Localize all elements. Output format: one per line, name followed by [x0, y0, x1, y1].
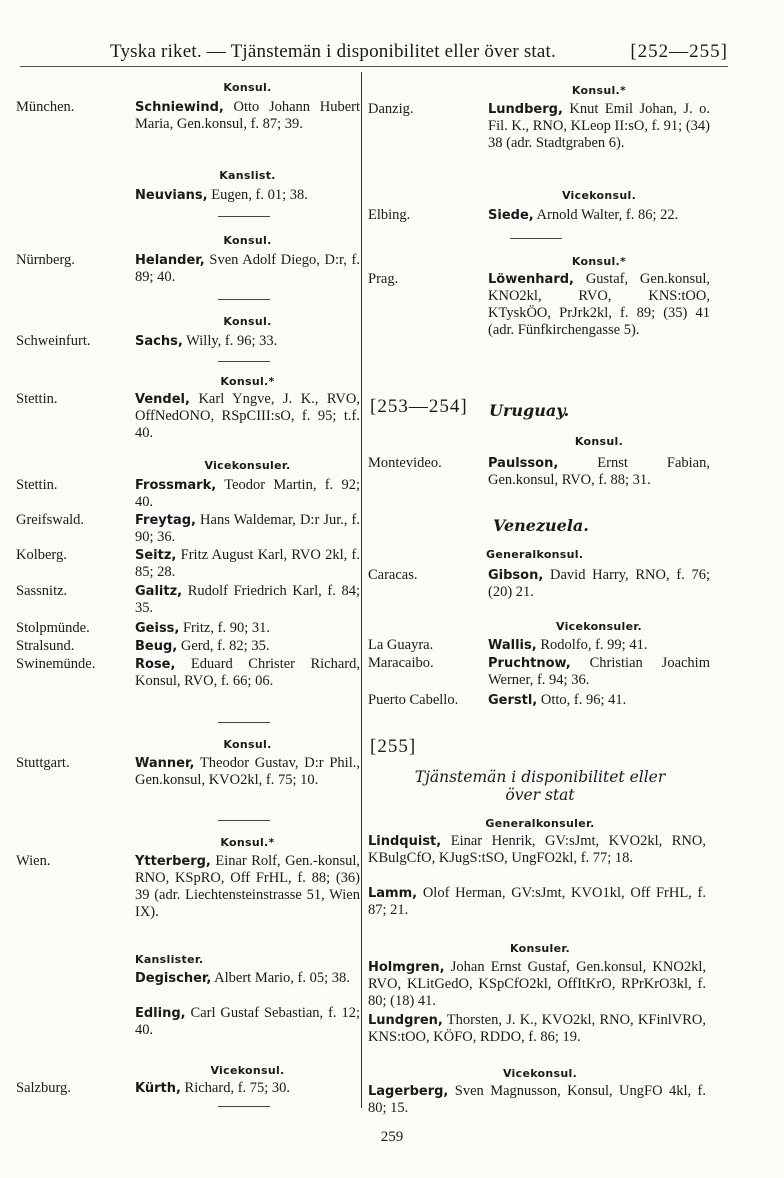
role-heading: Vicekonsuler.	[555, 620, 643, 633]
person-name: Holmgren,	[368, 960, 445, 975]
person-name: Edling,	[135, 1006, 186, 1021]
entry	[368, 1012, 706, 1046]
entry	[135, 853, 360, 921]
person-name: Schniewind,	[135, 100, 224, 115]
section-title-line1: Tjänstemän i disponibilitet eller	[414, 768, 666, 786]
person-name: Beug,	[135, 639, 178, 654]
person-details: Arnold Walter, f. 86; 22.	[536, 207, 679, 223]
section-number: [253—254]	[370, 396, 468, 417]
place: Schweinfurt.	[16, 333, 91, 349]
entry	[135, 583, 360, 617]
person-name: Freytag,	[135, 513, 196, 528]
header-title: Tyska riket. — Tjänstemän i disponibilitet eller över stat.	[110, 41, 556, 62]
header-rule	[20, 66, 728, 67]
person-name: Sachs,	[135, 334, 183, 349]
place: Stuttgart.	[16, 755, 70, 771]
person-name: Galitz,	[135, 584, 183, 599]
role-heading: Vicekonsul.	[561, 189, 637, 202]
entry	[368, 959, 706, 1010]
person-details: Johan Ernst Gustaf, Gen.konsul, KNO2kl, RVO, KLitGedO, KSpCfO2kl, OffItKrO, RPrKrO3kl, f. 80; (18) 41.	[368, 959, 706, 1009]
country-heading: Venezuela.	[493, 516, 589, 535]
place: Stolpmünde.	[16, 620, 90, 636]
person-name: Lindquist,	[368, 834, 442, 849]
entry	[135, 656, 360, 690]
place: Caracas.	[368, 567, 418, 583]
role-heading: Konsul.*	[571, 84, 627, 97]
person-name: Siede,	[488, 208, 534, 223]
person-name: Lundberg,	[488, 102, 563, 117]
person-name: Gerstl,	[488, 693, 538, 708]
person-name: Geiss,	[135, 621, 180, 636]
person-name: Seitz,	[135, 548, 177, 563]
person-details: Fritz August Karl, RVO 2kl, f. 85; 28.	[135, 547, 361, 580]
role-heading: Kanslist.	[219, 169, 276, 182]
entry	[488, 655, 710, 689]
place: Danzig.	[368, 101, 414, 117]
role-heading: Konsul.*	[220, 836, 275, 849]
person-details: Willy, f. 96; 33.	[186, 333, 278, 349]
person-details: Olof Herman, GV:sJmt, KVO1kl, Off FrHL, f. 87; 21.	[368, 885, 706, 918]
entry	[488, 101, 710, 152]
person-details: Gerd, f. 82; 35.	[180, 638, 270, 654]
section-title	[368, 768, 712, 804]
entry	[135, 970, 360, 987]
entry	[488, 637, 710, 654]
person-details: Christian Joachim Werner, f. 94; 36.	[488, 655, 710, 688]
person-details: Einar Rolf, Gen.-konsul, RNO, KSpRO, Off FrHL, f. 88; (36) 39 (adr. Liechtensteinstrasse 51, Wien IX).	[135, 853, 361, 920]
person-name: Löwenhard,	[488, 272, 574, 287]
separator	[218, 722, 270, 723]
entry	[135, 512, 360, 546]
person-name: Ytterberg,	[135, 854, 211, 869]
entry	[488, 567, 710, 601]
person-details: Otto Johann Hubert Maria, Gen.konsul, f. 87; 39.	[135, 99, 361, 132]
person-details: Eugen, f. 01; 38.	[211, 187, 308, 203]
person-details: Knut Emil Johan, J. o. Fil. K., RNO, KLeop II:sO, f. 91; (34) 38 (adr. Stadtgraben 6).	[488, 101, 710, 151]
entry	[135, 477, 360, 511]
person-name: Lundgren,	[368, 1013, 443, 1028]
country-heading: Uruguay.	[489, 401, 570, 420]
person-name: Degischer,	[135, 971, 212, 986]
place: Puerto Cabello.	[368, 692, 459, 708]
person-details: Hans Waldemar, D:r Jur., f. 90; 36.	[135, 512, 361, 545]
role-heading: Vicekonsuler.	[204, 459, 291, 472]
page-number: 259	[380, 1129, 404, 1145]
person-name: Neuvians,	[135, 188, 208, 203]
person-details: Rudolf Friedrich Karl, f. 84; 35.	[135, 583, 360, 616]
entry	[135, 252, 360, 286]
role-heading: Konsul.	[574, 435, 624, 448]
place: Swinemünde.	[16, 656, 96, 672]
column-divider	[361, 72, 362, 1108]
entry	[135, 187, 360, 204]
person-details: Otto, f. 96; 41.	[540, 692, 627, 708]
role-heading: Vicekonsul.	[502, 1067, 578, 1080]
entry	[488, 271, 710, 339]
separator	[218, 216, 270, 217]
person-details: Eduard Christer Richard, Konsul, RVO, f. 66; 06.	[135, 656, 360, 689]
place: Stralsund.	[16, 638, 75, 654]
place: Prag.	[368, 271, 399, 287]
person-details: Einar Henrik, GV:sJmt, KVO2kl, RNO, KBulgCfO, KJugS:tSO, UngFO2kl, f. 77; 18.	[368, 833, 706, 866]
place: Montevideo.	[368, 455, 442, 471]
separator	[218, 1106, 270, 1107]
place: Kolberg.	[16, 547, 67, 563]
entry	[135, 638, 360, 655]
person-name: Frossmark,	[135, 478, 217, 493]
separator	[510, 238, 562, 239]
entry	[135, 620, 360, 637]
entry	[368, 885, 706, 919]
entry	[135, 547, 360, 581]
separator	[218, 361, 270, 362]
entry	[135, 391, 360, 442]
place: La Guayra.	[368, 637, 434, 653]
role-heading: Kanslister.	[135, 953, 204, 966]
person-name: Paulsson,	[488, 456, 559, 471]
place: Wien.	[16, 853, 51, 869]
person-name: Wallis,	[488, 638, 537, 653]
person-name: Lagerberg,	[368, 1084, 449, 1099]
place: Elbing.	[368, 207, 411, 223]
person-details: Sven Magnusson, Konsul, UngFO 4kl, f. 80; 15.	[368, 1083, 707, 1116]
place: Stettin.	[16, 477, 58, 493]
person-details: Gustaf, Gen.konsul, KNO2kl, RVO, KNS:tOO, KTyskÖO, PrJrk2kl, f. 89; (35) 41 (adr. Fünfkirchengasse 5).	[488, 271, 710, 338]
person-name: Gibson,	[488, 568, 544, 583]
person-details: Karl Yngve, J. K., RVO, OffNedONO, RSpCIII:sO, f. 95; t.f. 40.	[135, 391, 361, 441]
entry	[135, 333, 360, 350]
person-name: Lamm,	[368, 886, 418, 901]
place: Salzburg.	[16, 1080, 71, 1096]
person-details: David Harry, RNO, f. 76; (20) 21.	[488, 567, 711, 600]
person-details: Teodor Martin, f. 92; 40.	[135, 477, 360, 510]
person-details: Carl Gustaf Sebastian, f. 12; 40.	[135, 1005, 360, 1038]
entry	[135, 755, 360, 789]
role-heading: Konsul.	[223, 315, 272, 328]
role-heading: Konsul.	[223, 738, 272, 751]
place: Sassnitz.	[16, 583, 68, 599]
person-details: Fritz, f. 90; 31.	[182, 620, 270, 636]
entry	[135, 1005, 360, 1039]
separator	[218, 299, 270, 300]
running-header	[110, 41, 728, 63]
entry	[135, 1080, 360, 1097]
place: München.	[16, 99, 75, 115]
place: Stettin.	[16, 391, 58, 407]
section-title-line2: över stat	[505, 786, 575, 804]
person-details: Thorsten, J. K., KVO2kl, RNO, KFinlVRO, KNS:tOO, KÖFO, RDDO, f. 86; 19.	[368, 1012, 706, 1045]
role-heading: Konsul.	[223, 234, 272, 247]
role-heading: Konsul.	[223, 81, 272, 94]
person-details: Rodolfo, f. 99; 41.	[540, 637, 648, 653]
section-number: [255]	[370, 736, 417, 757]
person-details: Albert Mario, f. 05; 38.	[214, 970, 350, 986]
header-ref: [252—255]	[630, 41, 728, 62]
person-details: Ernst Fabian, Gen.konsul, RVO, f. 88; 31.	[488, 455, 710, 488]
person-name: Helander,	[135, 253, 205, 268]
role-heading: Generalkonsuler.	[485, 817, 595, 830]
entry	[488, 692, 710, 709]
person-name: Rose,	[135, 657, 176, 672]
entry	[135, 99, 360, 133]
role-heading: Konsul.*	[571, 255, 627, 268]
person-name: Wanner,	[135, 756, 195, 771]
role-heading: Vicekonsul.	[210, 1064, 285, 1077]
role-heading: Konsuler.	[509, 942, 571, 955]
person-name: Kürth,	[135, 1081, 181, 1096]
place: Nürnberg.	[16, 252, 75, 268]
person-details: Richard, f. 75; 30.	[184, 1080, 291, 1096]
person-details: Theodor Gustav, D:r Phil., Gen.konsul, KVO2kl, f. 75; 10.	[135, 755, 360, 788]
separator	[218, 820, 270, 821]
entry	[488, 207, 710, 224]
person-name: Pruchtnow,	[488, 656, 571, 671]
place: Maracaibo.	[368, 655, 434, 671]
entry	[368, 1083, 706, 1117]
place: Greifswald.	[16, 512, 85, 528]
entry	[488, 455, 710, 489]
role-heading: Generalkonsul.	[486, 548, 584, 561]
role-heading: Konsul.*	[220, 375, 275, 388]
person-name: Vendel,	[135, 392, 190, 407]
entry	[368, 833, 706, 867]
person-details: Sven Adolf Diego, D:r, f. 89; 40.	[135, 252, 361, 285]
